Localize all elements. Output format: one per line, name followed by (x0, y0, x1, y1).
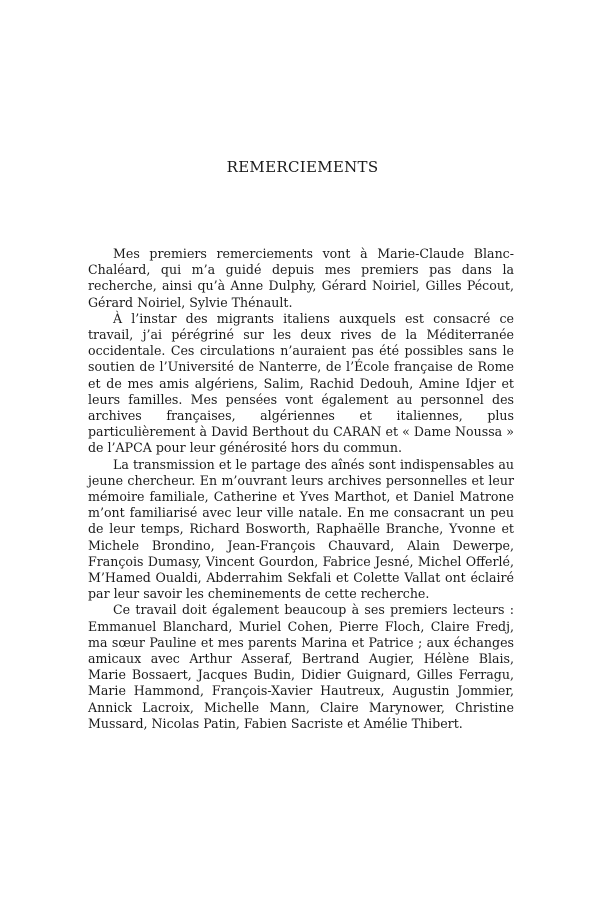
page-title: REMERCIEMENTS (226, 158, 379, 176)
body-text (88, 246, 514, 732)
paragraph-2: À l’instar des migrants italiens auxquels est consacré ce travail, j’ai pérégriné sur les deux rives de la Méditerranée occidentale. Ces circulations n’auraient pas été possibles sans le soutien de l’Université de Nanterre, de l’École française de Rome et de mes amis algériens, Salim, Rachid Dedouh, Amine Idjer et leurs familles. Mes pensées vont également au personnel des archives françaises, algériennes et italiennes, plus particulièrement à David Berthout du CARAN et « Dame Noussa » de l’APCA pour leur générosité hors du commun. (88, 310, 514, 456)
paragraph-3: La transmission et le partage des aînés sont indispensables au jeune chercheur. En m’ouvrant leurs archives personnelles et leur mémoire familiale, Catherine et Yves Marthot, et Daniel Matrone m’ont familiarisé avec leur ville natale. En me consacrant un peu de leur temps, Richard Bosworth, Raphaëlle Branche, Yvonne et Michele Brondino, Jean-François Chauvard, Alain Dewerpe, François Dumasy, Vincent Gourdon, Fabrice Jesné, Michel Offerlé, M’Hamed Oualdi, Abderrahim Sekfali et Colette Vallat ont éclairé par leur savoir les cheminements de cette recherche. (88, 456, 514, 602)
paragraph-1: Mes premiers remerciements vont à Marie-Claude Blanc-Chaléard, qui m’a guidé depuis mes premiers pas dans la recherche, ainsi qu’à Anne Dulphy, Gérard Noiriel, Gilles Pécout, Gérard Noiriel, Sylvie Thénault. (88, 246, 514, 310)
paragraph-4: Ce travail doit également beaucoup à ses premiers lecteurs : Emmanuel Blanchard, Muriel Cohen, Pierre Floch, Claire Fredj, ma sœur Pauline et mes parents Marina et Patrice ; aux échanges amicaux avec Arthur Asseraf, Bertrand Augier, Hélène Blais, Marie Bossaert, Jacques Budin, Didier Guignard, Gilles Ferragu, Marie Hammond, François-Xavier Hautreux, Augustin Jommier, Annick Lacroix, Michelle Mann, Claire Marynower, Christine Mussard, Nicolas Patin, Fabien Sacriste et Amélie Thibert. (88, 602, 514, 731)
